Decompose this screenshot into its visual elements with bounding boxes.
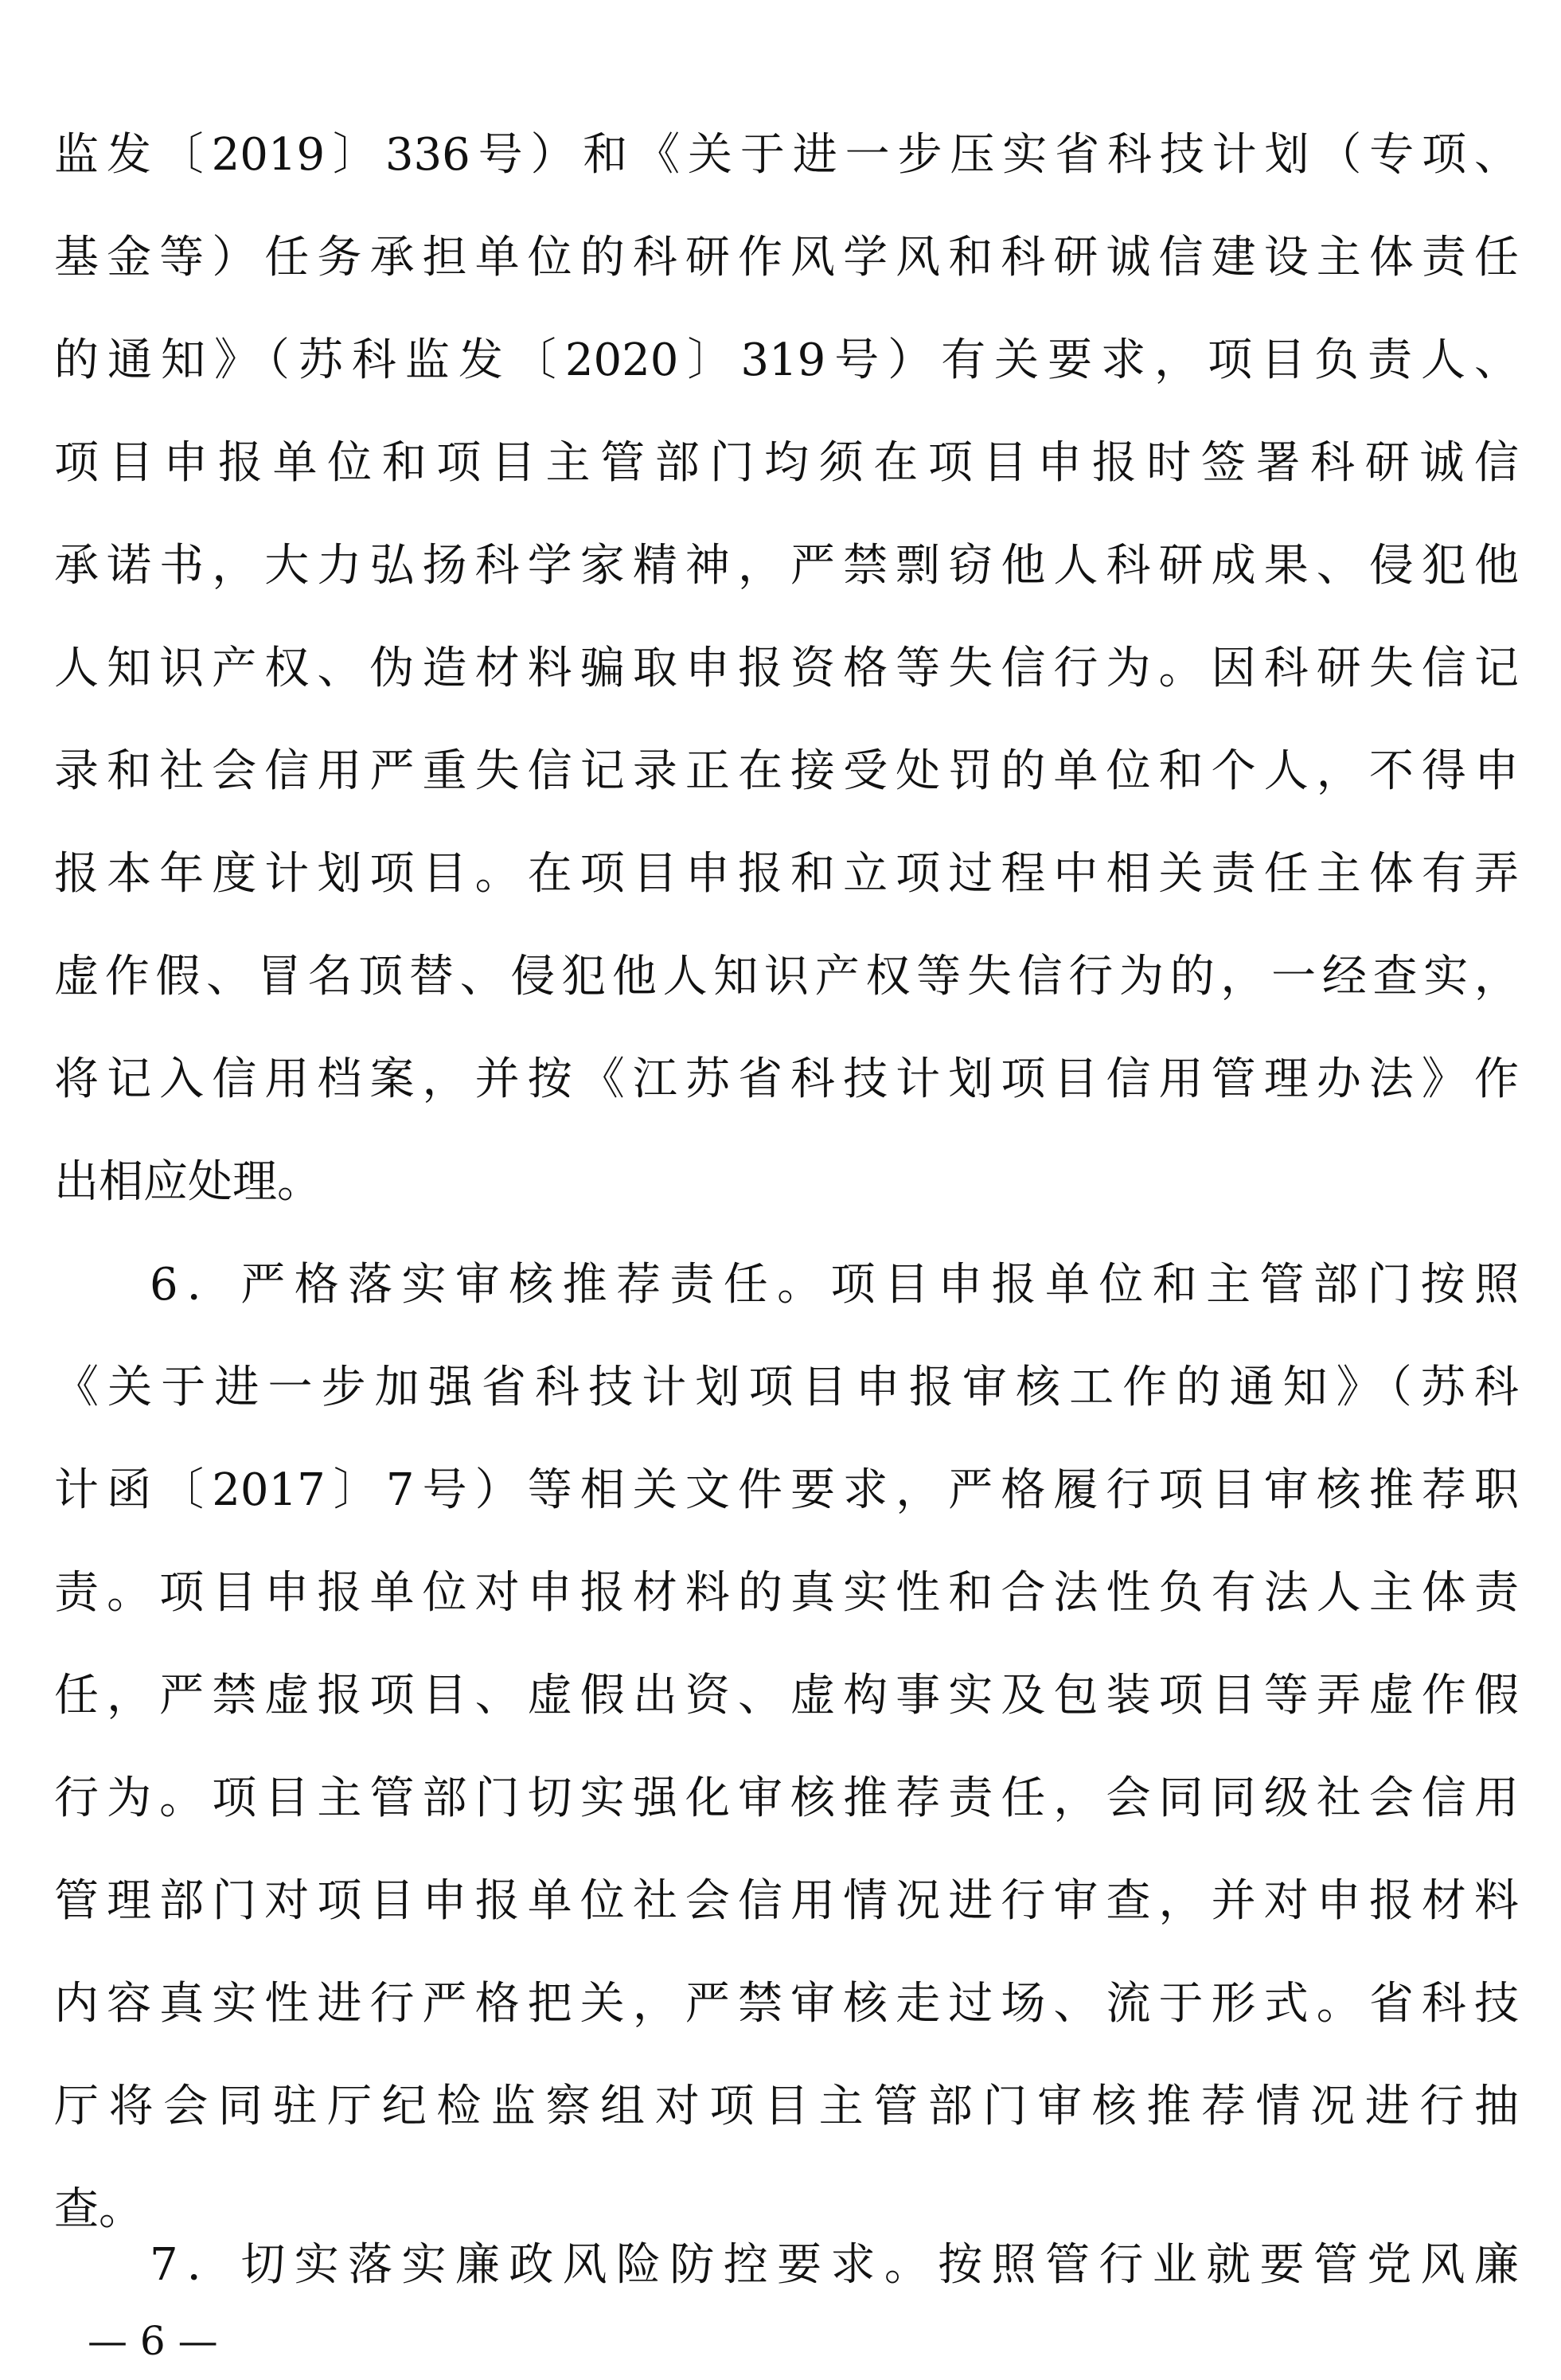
text-line-11: 出相应处理。 xyxy=(54,1156,322,1208)
text-line-20: 厅将会同驻厅纪检监察组对项目主管部门审核推荐情况进行抽 xyxy=(54,2081,1519,2132)
text-line-2: 基金等）任务承担单位的科研作风学风和科研诚信建设主体责任 xyxy=(54,232,1519,283)
text-line-18: 管理部门对项目申报单位社会信用情况进行审查，并对申报材料 xyxy=(54,1875,1519,1927)
text-line-15: 责。项目申报单位对申报材料的真实性和合法性负有法人主体责 xyxy=(54,1567,1519,1619)
text-line-14: 计函〔2017〕7号）等相关文件要求，严格履行项目审核推荐职 xyxy=(54,1464,1519,1516)
text-line-19: 内容真实性进行严格把关，严禁审核走过场、流于形式。省科技 xyxy=(54,1978,1519,2030)
text-line-6: 人知识产权、伪造材料骗取申报资格等失信行为。因科研失信记 xyxy=(54,643,1519,694)
text-line-16: 任，严禁虚报项目、虚假出资、虚构事实及包装项目等弄虚作假 xyxy=(54,1670,1519,1721)
text-line-21: 查。 xyxy=(54,2183,143,2235)
item-6-heading-line: 6．严格落实审核推荐责任。项目申报单位和主管部门按照 xyxy=(150,1259,1519,1311)
text-line-8: 报本年度计划项目。在项目申报和立项过程中相关责任主体有弄 xyxy=(54,848,1519,900)
page-number: — 6 — xyxy=(88,2318,218,2364)
text-line-4: 项目申报单位和项目主管部门均须在项目申报时签署科研诚信 xyxy=(54,437,1519,489)
text-line-1: 监发〔2019〕336号）和《关于进一步压实省科技计划（专项、 xyxy=(54,129,1519,181)
item-7-heading-line: 7．切实落实廉政风险防控要求。按照管行业就要管党风廉 xyxy=(150,2239,1519,2291)
text-line-17: 行为。项目主管部门切实强化审核推荐责任，会同同级社会信用 xyxy=(54,1772,1519,1824)
text-line-9: 虚作假、冒名顶替、侵犯他人知识产权等失信行为的，一经查实， xyxy=(54,951,1519,1002)
text-line-10: 将记入信用档案，并按《江苏省科技计划项目信用管理办法》作 xyxy=(54,1053,1519,1105)
text-line-7: 录和社会信用严重失信记录正在接受处罚的单位和个人，不得申 xyxy=(54,745,1519,797)
text-line-5: 承诺书，大力弘扬科学家精神，严禁剽窃他人科研成果、侵犯他 xyxy=(54,540,1519,592)
text-line-3: 的通知》（苏科监发〔2020〕319号）有关要求，项目负责人、 xyxy=(54,334,1519,386)
text-line-13: 《关于进一步加强省科技计划项目申报审核工作的通知》（苏科 xyxy=(54,1362,1519,1413)
